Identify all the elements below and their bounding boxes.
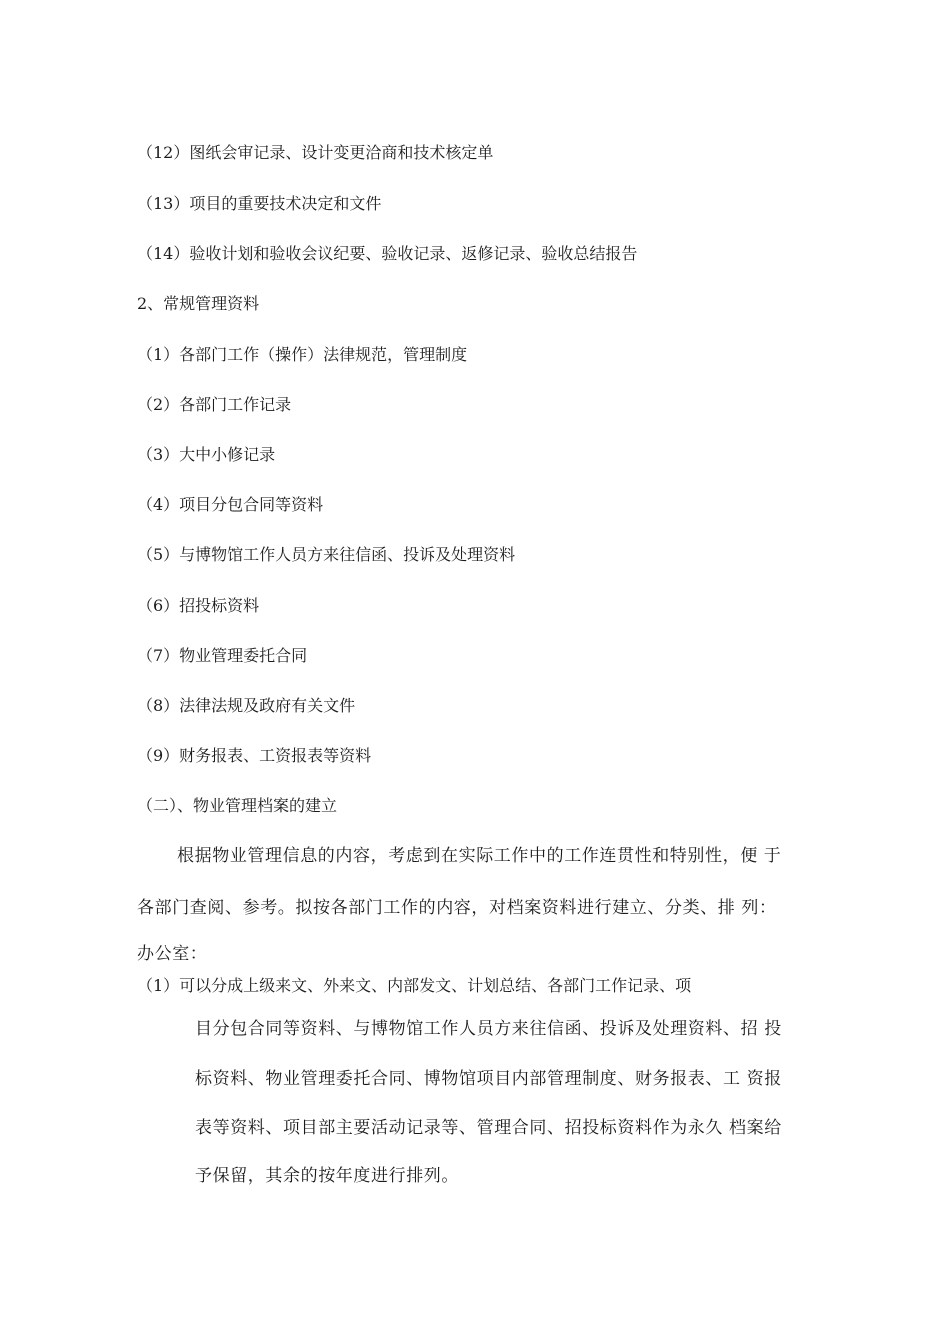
office-label: 办公室：: [137, 944, 208, 964]
list-item-1: （1）各部门工作（操作）法律规范，管理制度: [137, 345, 468, 364]
office-item-line-4: 表等资料、项目部主要活动记录等、管理合同、招投标资料作为永久 档案给: [195, 1118, 782, 1138]
list-item-12: （12）图纸会审记录、设计变更洽商和技术核定单: [137, 143, 494, 162]
office-item-line-1: （1）可以分成上级来文、外来文、内部发文、计划总结、各部门工作记录、项: [137, 976, 692, 995]
list-item-9: （9）财务报表、工资报表等资料: [137, 746, 372, 765]
section-heading-archive: （二）、物业管理档案的建立: [137, 796, 338, 815]
list-item-8: （8）法律法规及政府有关文件: [137, 696, 356, 715]
intro-paragraph-line-2: 各部门查阅、参考。拟按各部门工作的内容，对档案资料进行建立、分类、排 列：: [137, 898, 777, 918]
list-item-3: （3）大中小修记录: [137, 445, 276, 464]
list-item-6: （6）招投标资料: [137, 596, 260, 615]
list-item-4: （4）项目分包合同等资料: [137, 495, 324, 514]
intro-paragraph-line-1: 根据物业管理信息的内容，考虑到在实际工作中的工作连贯性和特别性，便 于: [177, 846, 782, 866]
list-item-7: （7）物业管理委托合同: [137, 646, 308, 665]
list-item-2: （2）各部门工作记录: [137, 395, 292, 414]
list-item-5: （5）与博物馆工作人员方来往信函、投诉及处理资料: [137, 545, 516, 564]
office-item-line-2: 目分包合同等资料、与博物馆工作人员方来往信函、投诉及处理资料、招 投: [195, 1019, 782, 1039]
office-item-line-3: 标资料、物业管理委托合同、博物馆项目内部管理制度、财务报表、工 资报: [195, 1069, 782, 1089]
office-item-line-5: 予保留，其余的按年度进行排列。: [195, 1166, 459, 1186]
section-2-heading: 2、常规管理资料: [137, 294, 260, 313]
list-item-14: （14）验收计划和验收会议纪要、验收记录、返修记录、验收总结报告: [137, 244, 638, 263]
list-item-13: （13）项目的重要技术决定和文件: [137, 194, 382, 213]
